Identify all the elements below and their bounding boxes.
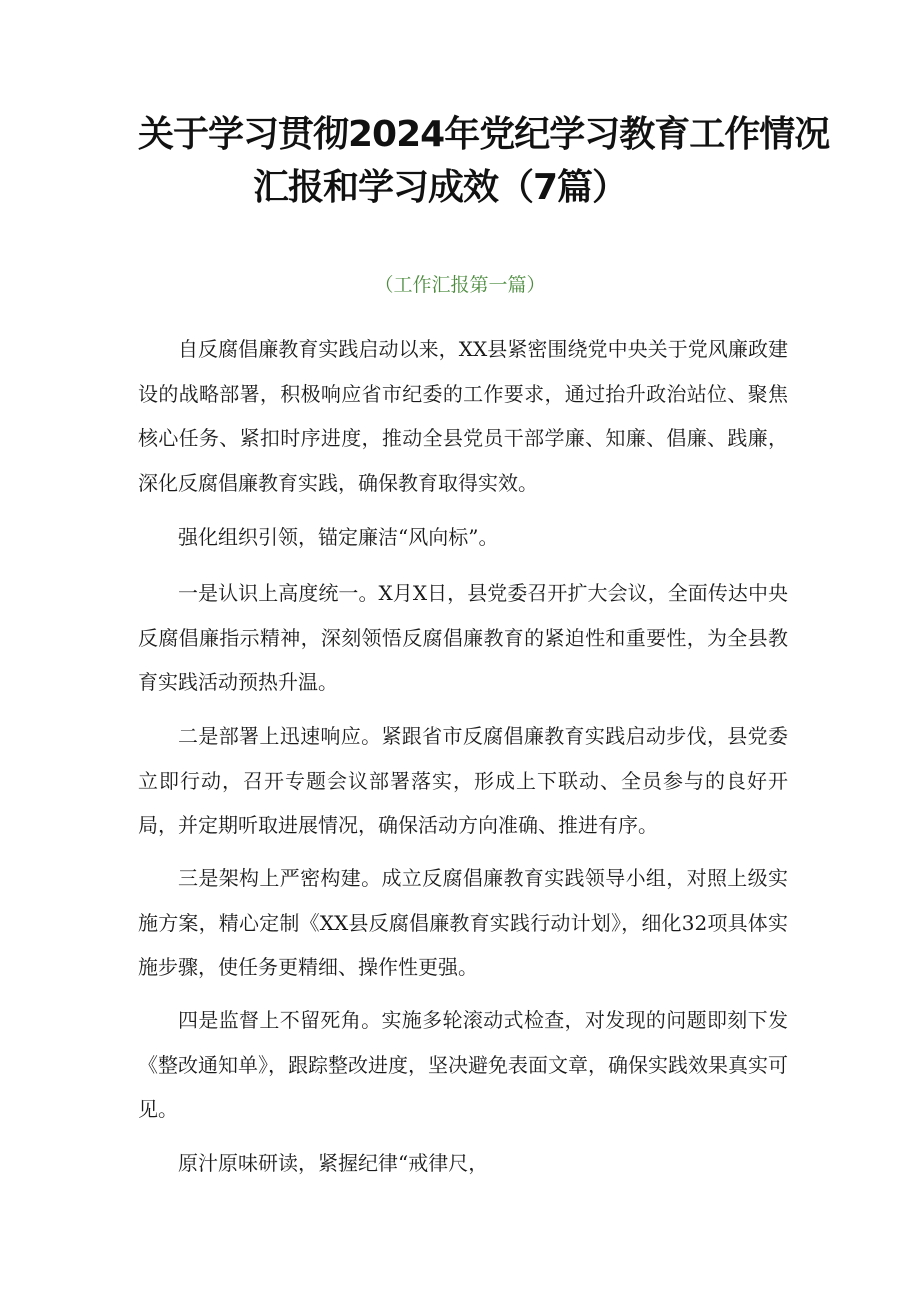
paragraph-text: 一是认识上高度统一。X月X日，县党委召开扩大会议，全面传达中央反腐倡廉指示精神，深刻领悟反腐倡廉教育的紧迫性和重要性，为全县教育实践活动预热升温。: [138, 581, 788, 694]
document-title-line-1: 关于学习贯彻2024年党纪学习教育工作情况: [138, 114, 830, 155]
section-subtitle: （工作汇报第一篇）: [374, 274, 546, 296]
paragraph-text: 二是部署上迅速响应。紧跟省市反腐倡廉教育实践启动步伐，县党委立即行动，召开专题会议部署落实，形成上下联动、全员参与的良好开局，并定期听取进展情况，确保活动方向准确、推进有序。: [138, 724, 788, 837]
paragraph-heading-reading: [138, 1141, 788, 1186]
paragraph-text: 三是架构上严密构建。成立反腐倡廉教育实践领导小组，对照上级实施方案，精心定制《XX县反腐倡廉教育实践行动计划》，细化32项具体实施步骤，使任务更精细、操作性更强。: [138, 866, 788, 979]
paragraph-point-two: [138, 714, 788, 848]
paragraph-heading-organization: [138, 515, 788, 560]
paragraph-point-three: [138, 856, 788, 990]
paragraph-text: 原汁原味研读，紧握纪律“戒律尺，: [178, 1151, 489, 1175]
paragraph-point-one: [138, 571, 788, 705]
document-title-line-2: 汇报和学习成效（7篇）: [253, 167, 628, 208]
paragraph-point-four: [138, 998, 788, 1132]
paragraph-intro: [138, 327, 788, 505]
paragraph-text: 四是监督上不留死角。实施多轮滚动式检查，对发现的问题即刻下发《整改通知单》，跟踪整改进度，坚决避免表面文章，确保实践效果真实可见。: [138, 1008, 788, 1121]
paragraph-text: 自反腐倡廉教育实践启动以来，XX县紧密围绕党中央关于党风廉政建设的战略部署，积极响应省市纪委的工作要求，通过抬升政治站位、聚焦核心任务、紧扣时序进度，推动全县党员干部学廉、知廉、倡廉、践廉，深化反腐倡廉教育实践，确保教育取得实效。: [138, 337, 788, 495]
paragraph-text: 强化组织引领，锚定廉洁“风向标”。: [178, 525, 499, 549]
